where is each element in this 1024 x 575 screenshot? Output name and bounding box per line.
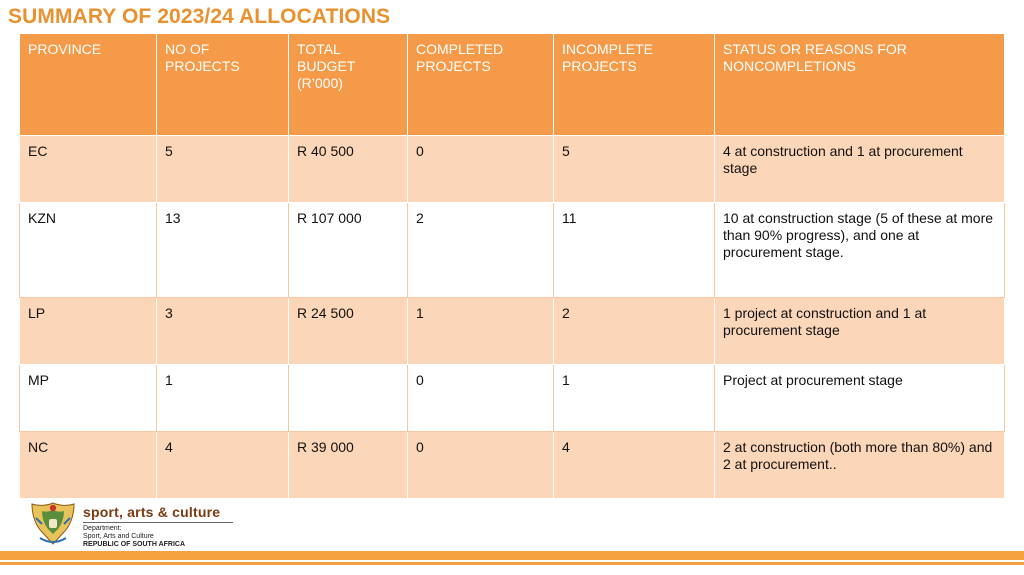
footer-bar-thin	[0, 562, 1024, 565]
cell-province: EC	[20, 136, 157, 203]
cell-incomplete: 5	[554, 136, 715, 203]
coat-of-arms-icon	[26, 500, 80, 548]
table-row	[20, 365, 1005, 432]
cell-status: 2 at construction (both more than 80%) and 2 at procurement..	[715, 432, 1005, 499]
table-row	[20, 136, 1005, 203]
header-status-reasons: STATUS OR REASONS FOR NONCOMPLETIONS	[715, 34, 1005, 136]
cell-status: Project at procurement stage	[715, 365, 1005, 432]
cell-no-of-projects: 1	[157, 365, 289, 432]
cell-province: NC	[20, 432, 157, 499]
cell-no-of-projects: 4	[157, 432, 289, 499]
cell-total-budget: R 24 500	[289, 298, 408, 365]
header-incomplete-projects: INCOMPLETE PROJECTS	[554, 34, 715, 136]
cell-no-of-projects: 13	[157, 203, 289, 298]
cell-completed: 0	[408, 432, 554, 499]
brand-department-label: Department:	[83, 525, 122, 532]
cell-total-budget: R 107 000	[289, 203, 408, 298]
table-header-row	[20, 34, 1005, 136]
footer-bar	[0, 551, 1024, 560]
cell-total-budget: R 39 000	[289, 432, 408, 499]
cell-total-budget: R 40 500	[289, 136, 408, 203]
cell-total-budget	[289, 365, 408, 432]
allocations-table	[19, 33, 1005, 499]
header-province: PROVINCE	[20, 34, 157, 136]
brand-country: REPUBLIC OF SOUTH AFRICA	[83, 541, 186, 548]
header-total-budget: TOTAL BUDGET (R’000)	[289, 34, 408, 136]
cell-province: KZN	[20, 203, 157, 298]
table-row	[20, 432, 1005, 499]
brand-block	[83, 504, 233, 549]
brand-department-name: Sport, Arts and Culture	[83, 533, 154, 540]
brand-name: sport, arts & culture	[83, 504, 233, 523]
cell-province: LP	[20, 298, 157, 365]
cell-completed: 1	[408, 298, 554, 365]
cell-status: 1 project at construction and 1 at procurement stage	[715, 298, 1005, 365]
header-no-of-projects: NO OF PROJECTS	[157, 34, 289, 136]
header-completed-projects: COMPLETED PROJECTS	[408, 34, 554, 136]
cell-status: 4 at construction and 1 at procurement stage	[715, 136, 1005, 203]
cell-completed: 0	[408, 136, 554, 203]
cell-completed: 0	[408, 365, 554, 432]
cell-incomplete: 2	[554, 298, 715, 365]
cell-completed: 2	[408, 203, 554, 298]
table-row	[20, 298, 1005, 365]
cell-province: MP	[20, 365, 157, 432]
table-row	[20, 203, 1005, 298]
cell-incomplete: 4	[554, 432, 715, 499]
cell-no-of-projects: 3	[157, 298, 289, 365]
cell-incomplete: 11	[554, 203, 715, 298]
cell-no-of-projects: 5	[157, 136, 289, 203]
cell-status: 10 at construction stage (5 of these at more than 90% progress), and one at procurement stage.	[715, 203, 1005, 298]
page-title: SUMMARY OF 2023/24 ALLOCATIONS	[8, 5, 391, 28]
cell-incomplete: 1	[554, 365, 715, 432]
